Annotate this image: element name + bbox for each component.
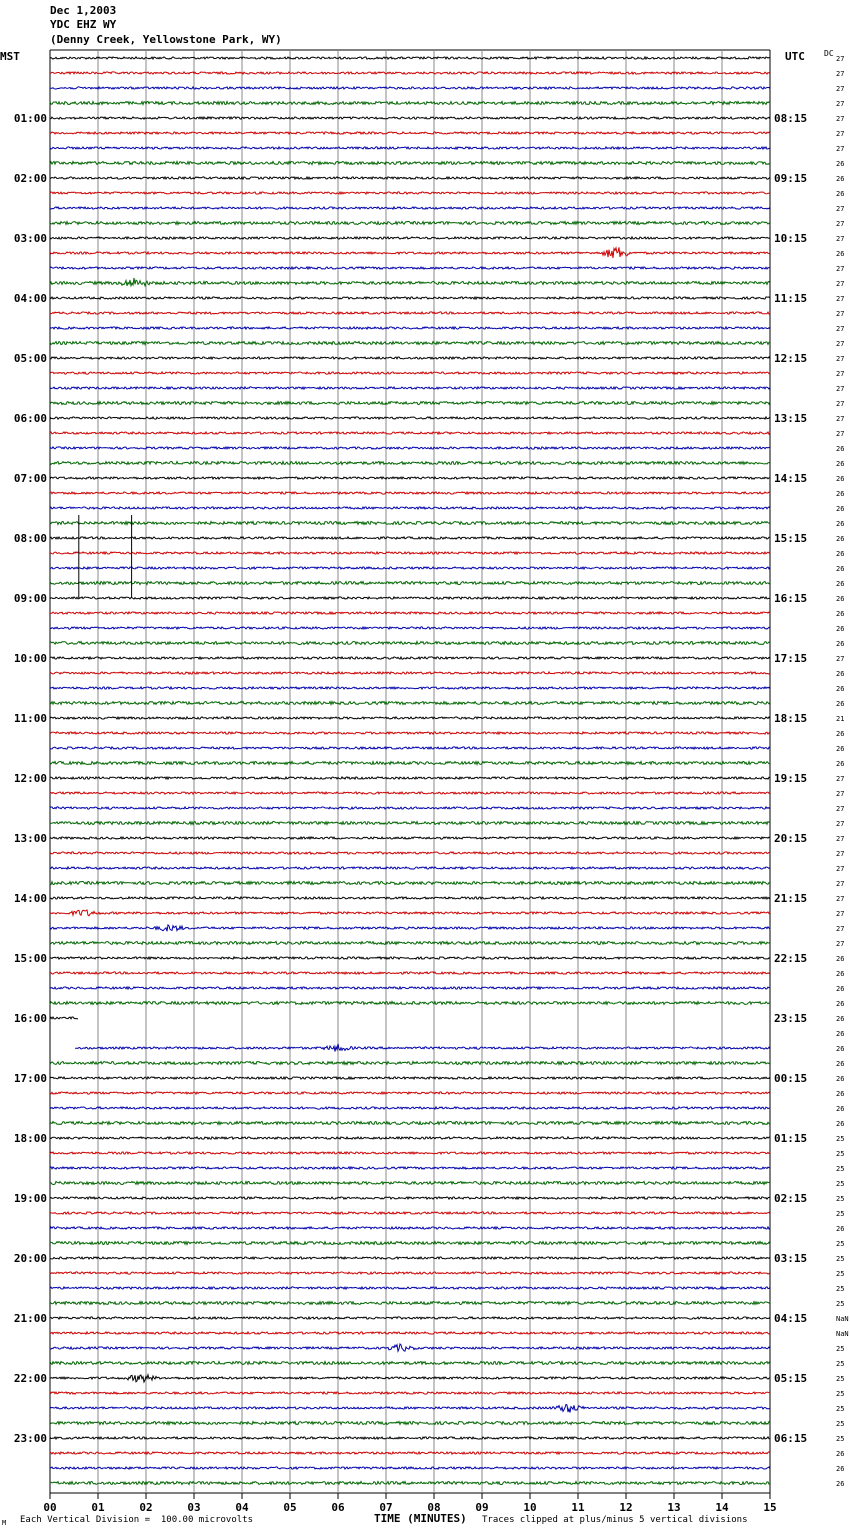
trace-row — [50, 447, 770, 449]
trace-row — [50, 207, 770, 209]
right-hour-label: 04:15 — [774, 1312, 808, 1325]
left-hour-label: 02:00 — [13, 172, 47, 185]
dc-offset-label: 26 — [836, 580, 845, 588]
dc-offset-label: 25 — [836, 1405, 845, 1413]
dc-offset-label: 25 — [836, 1435, 845, 1443]
x-tick-label: 11 — [571, 1501, 585, 1514]
trace-row — [50, 1122, 770, 1125]
trace-row — [50, 192, 770, 194]
trace-row — [50, 1452, 770, 1454]
x-tick-label: 14 — [715, 1501, 729, 1514]
left-hour-label: 20:00 — [13, 1252, 47, 1265]
dc-label: DC — [824, 49, 834, 58]
location-label: (Denny Creek, Yellowstone Park, WY) — [50, 33, 282, 46]
dc-offset-label: 26 — [836, 1075, 845, 1083]
station-label: YDC EHZ WY — [50, 18, 117, 31]
x-tick-label: 01 — [91, 1501, 105, 1514]
right-hour-label: 16:15 — [774, 592, 808, 605]
corner-mark: M — [2, 1519, 7, 1527]
left-timezone-label: MST — [0, 50, 20, 63]
trace-row — [50, 1017, 78, 1019]
dc-offset-label: 27 — [836, 940, 845, 948]
dc-offset-label: 27 — [836, 220, 845, 228]
trace-row — [50, 537, 770, 539]
dc-offset-label: 26 — [836, 1060, 845, 1068]
dc-offset-label: 26 — [836, 955, 845, 963]
trace-row — [50, 1092, 770, 1094]
trace-row — [50, 177, 770, 179]
trace-row — [50, 1107, 770, 1109]
dc-offset-label: 26 — [836, 550, 845, 558]
x-axis-label: TIME (MINUTES) — [374, 1512, 467, 1525]
trace-row — [50, 1212, 770, 1214]
trace-row — [50, 1392, 770, 1394]
left-hour-label: 09:00 — [13, 592, 47, 605]
dc-offset-label: 25 — [836, 1300, 845, 1308]
trace-row — [50, 102, 770, 105]
dc-offset-label: 26 — [836, 1105, 845, 1113]
trace-row — [50, 477, 770, 479]
trace-row — [50, 462, 770, 465]
trace-row — [50, 732, 770, 734]
left-hour-label: 03:00 — [13, 232, 47, 245]
trace-row — [50, 687, 770, 689]
dc-offset-label: 26 — [836, 625, 845, 633]
trace-row — [50, 1332, 770, 1334]
right-hour-label: 09:15 — [774, 172, 808, 185]
right-hour-label: 06:15 — [774, 1432, 808, 1445]
trace-row — [50, 147, 770, 149]
left-hour-label: 07:00 — [13, 472, 47, 485]
dc-offset-label: 27 — [836, 265, 845, 273]
right-hour-label: 17:15 — [774, 652, 808, 665]
trace-row — [50, 717, 770, 719]
trace-row — [50, 327, 770, 329]
left-hour-label: 15:00 — [13, 952, 47, 965]
trace-row — [50, 278, 770, 286]
dc-offset-label: 26 — [836, 640, 845, 648]
trace-row — [50, 582, 770, 585]
trace-row — [50, 507, 770, 509]
dc-offset-label: 26 — [836, 595, 845, 603]
left-hour-label: 04:00 — [13, 292, 47, 305]
trace-row — [50, 402, 770, 405]
dc-offset-label: 27 — [836, 775, 845, 783]
x-tick-label: 03 — [187, 1501, 201, 1514]
dc-offset-label: 25 — [836, 1210, 845, 1218]
dc-offset-label: 26 — [836, 730, 845, 738]
trace-row — [50, 1422, 770, 1425]
dc-offset-label: 27 — [836, 400, 845, 408]
left-hour-label: 16:00 — [13, 1012, 47, 1025]
dc-offset-label: 27 — [836, 910, 845, 918]
trace-row — [50, 372, 770, 374]
dc-offset-label: 26 — [836, 685, 845, 693]
dc-offset-label: 26 — [836, 1450, 845, 1458]
dc-offset-label: 27 — [836, 55, 845, 63]
dc-offset-label: 25 — [836, 1135, 845, 1143]
x-tick-label: 13 — [667, 1501, 681, 1514]
trace-row — [50, 1467, 770, 1469]
left-hour-label: 11:00 — [13, 712, 47, 725]
right-hour-label: 21:15 — [774, 892, 808, 905]
dc-offset-label: 26 — [836, 160, 845, 168]
trace-row — [50, 342, 770, 345]
right-hour-label: 22:15 — [774, 952, 808, 965]
x-tick-label: 05 — [283, 1501, 297, 1514]
trace-row — [50, 72, 770, 74]
dc-offset-label: 27 — [836, 115, 845, 123]
dc-offset-label: 27 — [836, 130, 845, 138]
dc-offset-label: 26 — [836, 475, 845, 483]
trace-row — [50, 1272, 770, 1274]
trace-row — [50, 222, 770, 225]
trace-row — [50, 1287, 770, 1289]
dc-offset-label: 26 — [836, 1480, 845, 1488]
dc-offset-label: 21 — [836, 715, 845, 723]
dc-offset-label: 27 — [836, 100, 845, 108]
x-tick-label: 00 — [43, 1501, 57, 1514]
trace-row — [50, 1437, 770, 1439]
trace-row — [50, 867, 770, 869]
dc-offset-label: 25 — [836, 1270, 845, 1278]
trace-row — [50, 987, 770, 989]
x-tick-label: 09 — [475, 1501, 489, 1514]
trace-row — [50, 132, 770, 134]
trace-row — [50, 1242, 770, 1245]
dc-offset-label: 27 — [836, 835, 845, 843]
dc-offset-label: 26 — [836, 565, 845, 573]
trace-row — [50, 672, 770, 674]
trace-row — [50, 567, 770, 569]
left-hour-label: 10:00 — [13, 652, 47, 665]
trace-row — [50, 777, 770, 779]
dc-offset-label: 27 — [836, 355, 845, 363]
trace-row — [50, 552, 770, 554]
right-timezone-label: UTC — [785, 50, 805, 63]
dc-offset-label: 27 — [836, 205, 845, 213]
trace-row — [50, 762, 770, 765]
trace-row — [50, 1257, 770, 1259]
right-hour-label: 12:15 — [774, 352, 808, 365]
dc-offset-label: 25 — [836, 1360, 845, 1368]
dc-offset-label: 26 — [836, 670, 845, 678]
dc-offset-label: 27 — [836, 655, 845, 663]
trace-row — [50, 852, 770, 854]
dc-offset-label: 25 — [836, 1375, 845, 1383]
dc-offset-label: 25 — [836, 1180, 845, 1188]
trace-row — [50, 432, 770, 434]
right-hour-label: 05:15 — [774, 1372, 808, 1385]
dc-offset-label: 26 — [836, 1015, 845, 1023]
right-hour-label: 14:15 — [774, 472, 808, 485]
x-tick-label: 07 — [379, 1501, 393, 1514]
trace-row — [50, 910, 770, 916]
dc-offset-label: 27 — [836, 865, 845, 873]
trace-row — [50, 357, 770, 359]
left-hour-label: 08:00 — [13, 532, 47, 545]
dc-offset-label: 27 — [836, 325, 845, 333]
left-hour-label: 23:00 — [13, 1432, 47, 1445]
dc-offset-label: 27 — [836, 85, 845, 93]
trace-row — [50, 1317, 770, 1319]
trace-row — [50, 1227, 770, 1229]
trace-row — [50, 87, 770, 89]
trace-row — [50, 1362, 770, 1365]
trace-row — [50, 312, 770, 314]
dc-offset-label: 27 — [836, 385, 845, 393]
trace-row — [50, 837, 770, 839]
dc-offset-label: 27 — [836, 280, 845, 288]
dc-offset-label: 26 — [836, 985, 845, 993]
dc-offset-label: 25 — [836, 1345, 845, 1353]
dc-offset-label: 25 — [836, 1255, 845, 1263]
dc-offset-label: 25 — [836, 1240, 845, 1248]
dc-offset-label: 27 — [836, 310, 845, 318]
trace-row — [50, 702, 770, 705]
trace-row — [50, 747, 770, 749]
dc-offset-label: 26 — [836, 1000, 845, 1008]
dc-offset-label: 27 — [836, 925, 845, 933]
dc-offset-label: 27 — [836, 235, 845, 243]
dc-offset-label: 26 — [836, 700, 845, 708]
trace-row — [50, 57, 770, 59]
dc-offset-label: 25 — [836, 1390, 845, 1398]
trace-row — [50, 627, 770, 629]
left-hour-label: 01:00 — [13, 112, 47, 125]
trace-row — [50, 882, 770, 885]
right-hour-label: 11:15 — [774, 292, 808, 305]
dc-offset-label: 27 — [836, 295, 845, 303]
dc-offset-label: 27 — [836, 370, 845, 378]
dc-offset-label: 26 — [836, 490, 845, 498]
dc-offset-label: 25 — [836, 1420, 845, 1428]
left-hour-label: 19:00 — [13, 1192, 47, 1205]
dc-offset-label: 26 — [836, 1090, 845, 1098]
trace-row — [50, 942, 770, 945]
trace-row — [50, 657, 770, 659]
right-hour-label: 10:15 — [774, 232, 808, 245]
dc-offset-label: 27 — [836, 895, 845, 903]
trace-row — [50, 522, 770, 525]
trace-row — [50, 822, 770, 825]
dc-offset-label: NaN — [836, 1315, 849, 1323]
dc-offset-label: 25 — [836, 1165, 845, 1173]
left-hour-label: 13:00 — [13, 832, 47, 845]
trace-row — [50, 807, 770, 809]
dc-offset-label: 26 — [836, 1045, 845, 1053]
trace-row — [50, 1167, 770, 1169]
trace-row — [50, 792, 770, 794]
x-tick-label: 08 — [427, 1501, 441, 1514]
right-hour-label: 15:15 — [774, 532, 808, 545]
left-hour-label: 17:00 — [13, 1072, 47, 1085]
dc-offset-label: NaN — [836, 1330, 849, 1338]
dc-offset-label: 26 — [836, 1120, 845, 1128]
trace-row — [50, 642, 770, 645]
dc-offset-label: 26 — [836, 535, 845, 543]
trace-row — [50, 897, 770, 899]
trace-row — [50, 972, 770, 974]
date-label: Dec 1,2003 — [50, 4, 117, 17]
dc-offset-label: 27 — [836, 820, 845, 828]
right-hour-label: 13:15 — [774, 412, 808, 425]
x-tick-label: 04 — [235, 1501, 249, 1514]
trace-row — [50, 267, 770, 269]
right-hour-label: 08:15 — [774, 112, 808, 125]
clip-note: Traces clipped at plus/minus 5 vertical divisions — [482, 1515, 748, 1525]
trace-row — [50, 117, 770, 119]
scale-note: Each Vertical Division = 100.00 microvolts — [20, 1515, 253, 1525]
trace-row — [50, 492, 770, 494]
left-hour-label: 18:00 — [13, 1132, 47, 1145]
trace-row — [50, 1002, 770, 1005]
trace-row — [50, 1152, 770, 1154]
x-tick-label: 10 — [523, 1501, 537, 1514]
right-hour-label: 23:15 — [774, 1012, 808, 1025]
dc-offset-label: 26 — [836, 970, 845, 978]
right-hour-label: 18:15 — [774, 712, 808, 725]
trace-row — [50, 1077, 770, 1079]
x-tick-label: 15 — [763, 1501, 777, 1514]
dc-offset-label: 26 — [836, 250, 845, 258]
trace-row — [50, 237, 770, 239]
right-hour-label: 01:15 — [774, 1132, 808, 1145]
dc-offset-label: 25 — [836, 1150, 845, 1158]
dc-offset-label: 26 — [836, 175, 845, 183]
right-hour-label: 20:15 — [774, 832, 808, 845]
left-hour-label: 06:00 — [13, 412, 47, 425]
left-hour-label: 22:00 — [13, 1372, 47, 1385]
left-hour-label: 14:00 — [13, 892, 47, 905]
trace-row — [50, 957, 770, 959]
trace-row — [50, 925, 770, 931]
dc-offset-label: 25 — [836, 1195, 845, 1203]
dc-offset-label: 27 — [836, 145, 845, 153]
dc-offset-label: 27 — [836, 430, 845, 438]
left-hour-label: 05:00 — [13, 352, 47, 365]
trace-row — [50, 387, 770, 389]
x-tick-label: 06 — [331, 1501, 345, 1514]
trace-row — [50, 1482, 770, 1485]
left-hour-label: 21:00 — [13, 1312, 47, 1325]
dc-offset-label: 27 — [836, 415, 845, 423]
dc-offset-label: 26 — [836, 1030, 845, 1038]
right-hour-label: 02:15 — [774, 1192, 808, 1205]
dc-offset-label: 27 — [836, 880, 845, 888]
dc-offset-label: 27 — [836, 850, 845, 858]
trace-row — [75, 1044, 770, 1052]
dc-offset-label: 26 — [836, 520, 845, 528]
dc-offset-label: 26 — [836, 610, 845, 618]
trace-row — [50, 247, 770, 258]
trace-row — [50, 162, 770, 165]
dc-offset-label: 26 — [836, 505, 845, 513]
trace-row — [50, 1182, 770, 1185]
right-hour-label: 03:15 — [774, 1252, 808, 1265]
x-tick-label: 02 — [139, 1501, 153, 1514]
trace-row — [50, 1375, 770, 1382]
trace-row — [50, 417, 770, 419]
right-hour-label: 00:15 — [774, 1072, 808, 1085]
dc-offset-label: 27 — [836, 790, 845, 798]
dc-offset-label: 27 — [836, 805, 845, 813]
x-tick-label: 12 — [619, 1501, 633, 1514]
trace-row — [50, 1197, 770, 1199]
dc-offset-label: 26 — [836, 1225, 845, 1233]
dc-offset-label: 27 — [836, 340, 845, 348]
dc-offset-label: 26 — [836, 190, 845, 198]
dc-offset-label: 26 — [836, 460, 845, 468]
right-hour-label: 19:15 — [774, 772, 808, 785]
dc-offset-label: 27 — [836, 70, 845, 78]
trace-row — [50, 612, 770, 614]
trace-row — [50, 1405, 770, 1413]
trace-row — [50, 1062, 770, 1065]
trace-row — [50, 1137, 770, 1139]
dc-offset-label: 25 — [836, 1285, 845, 1293]
trace-row — [50, 1302, 770, 1305]
dc-offset-label: 26 — [836, 1465, 845, 1473]
left-hour-label: 12:00 — [13, 772, 47, 785]
dc-offset-label: 26 — [836, 445, 845, 453]
dc-offset-label: 26 — [836, 745, 845, 753]
trace-row — [50, 297, 770, 299]
trace-row — [50, 1344, 770, 1351]
dc-offset-label: 26 — [836, 760, 845, 768]
trace-row — [50, 597, 770, 599]
